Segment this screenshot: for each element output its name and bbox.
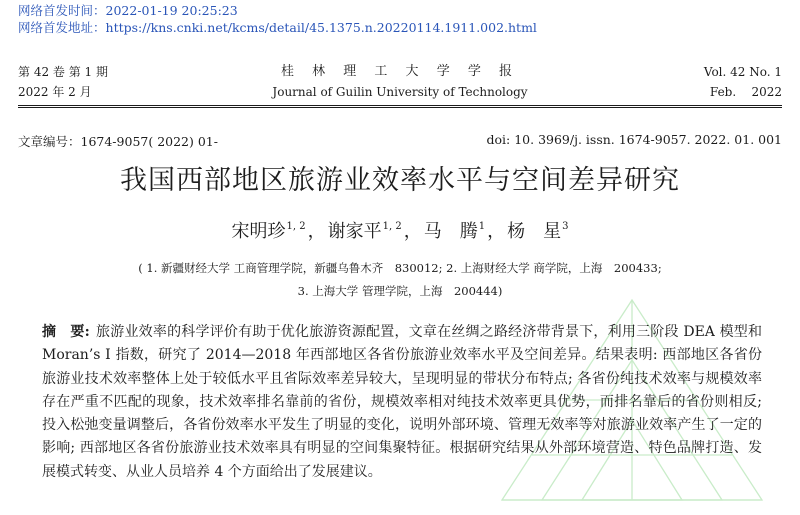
year-en: 2022 [751, 85, 782, 99]
header-rule-bottom [18, 107, 782, 108]
journal-name-en: Journal of Guilin University of Technology [272, 85, 528, 99]
online-time-label: 网络首发时间： [18, 3, 106, 18]
volume-issue-en: Vol. 42 No. 1 [703, 65, 782, 79]
doi: doi: 10. 3969/j. issn. 1674-9057. 2022. 01. 001 [486, 132, 782, 147]
author: 宋明珍$^{1, 2}$ [231, 221, 306, 242]
author: 杨 星$^3$ [507, 221, 569, 242]
paper-title: 我国西部地区旅游业效率水平与空间差异研究 [120, 165, 680, 196]
author: 谢家平$^{1, 2}$ [327, 221, 402, 242]
online-time: 2022-01-19 20:25:23 [105, 3, 238, 18]
affiliation-line-1: ( 1. 新疆财经大学 工商管理学院，新疆乌鲁木齐 830012; 2. 上海财经大学 商学院，上海 200433; [138, 261, 662, 275]
date-en [704, 82, 782, 102]
author: 马 腾$^1$ [423, 221, 486, 242]
publication-info [18, 2, 537, 36]
volume-issue-cn: 第 42 卷 第 1 期 [18, 65, 108, 79]
header-rule-top [18, 105, 782, 106]
abstract [42, 321, 762, 484]
article-number: 文章编号：1674-9057( 2022) 01- [18, 134, 218, 149]
journal-name [0, 62, 800, 102]
online-address-label: 网络首发地址： [18, 20, 106, 35]
journal-name-cn: 桂 林 理 工 大 学 学 报 [281, 64, 519, 79]
online-time-row [18, 2, 537, 19]
online-address-row [18, 19, 537, 36]
abstract-text: 旅游业效率的科学评价有助于优化旅游资源配置，文章在丝绸之路经济带背景下，利用三阶段 DEA 模型和 Moran’s I 指数，研究了 2014—2018 年西部地区各省份旅游业效率水平及空间差异。结果表明: 西部地区各省份旅游业技术效率整体上处于较低水平且省际效率差异较大，呈现明显的带状分布特点; 各省份纯技术效率与规模效率存在严重不匹配的现象，技术效率排名靠前的省份，规模效率相对纯技术效率更具优势，而排名靠后的省份则相反; 投入松弛变量调整后，各省份效率水平发生了明显的变化，说明外部环境、管理无效率等对旅游业效率产生了一定的影响; 西部地区各省份旅游业技术效率具有明显的空间集聚特征。根据研究结果从外部环境营造、特色品牌打造、发展模式转变、从业人员培养 4 个方面给出了发展建议。 [42, 324, 763, 480]
date-cn: 2022 年 2 月 [18, 85, 92, 99]
online-address-link[interactable]: https://kns.cnki.net/kcms/detail/45.1375.n.20220114.1911.002.html [105, 20, 537, 35]
author-list: 宋明珍$^{1, 2}$ ， 谢家平$^{1, 2}$ ， 马 腾$^1$ ， 杨 星$^3$ [231, 221, 569, 242]
affiliation-line-2: 3. 上海大学 管理学院，上海 200444) [297, 284, 503, 298]
month-en: Feb. [709, 85, 737, 99]
abstract-label: 摘 要: [42, 324, 90, 340]
header-volume-en [704, 62, 782, 102]
